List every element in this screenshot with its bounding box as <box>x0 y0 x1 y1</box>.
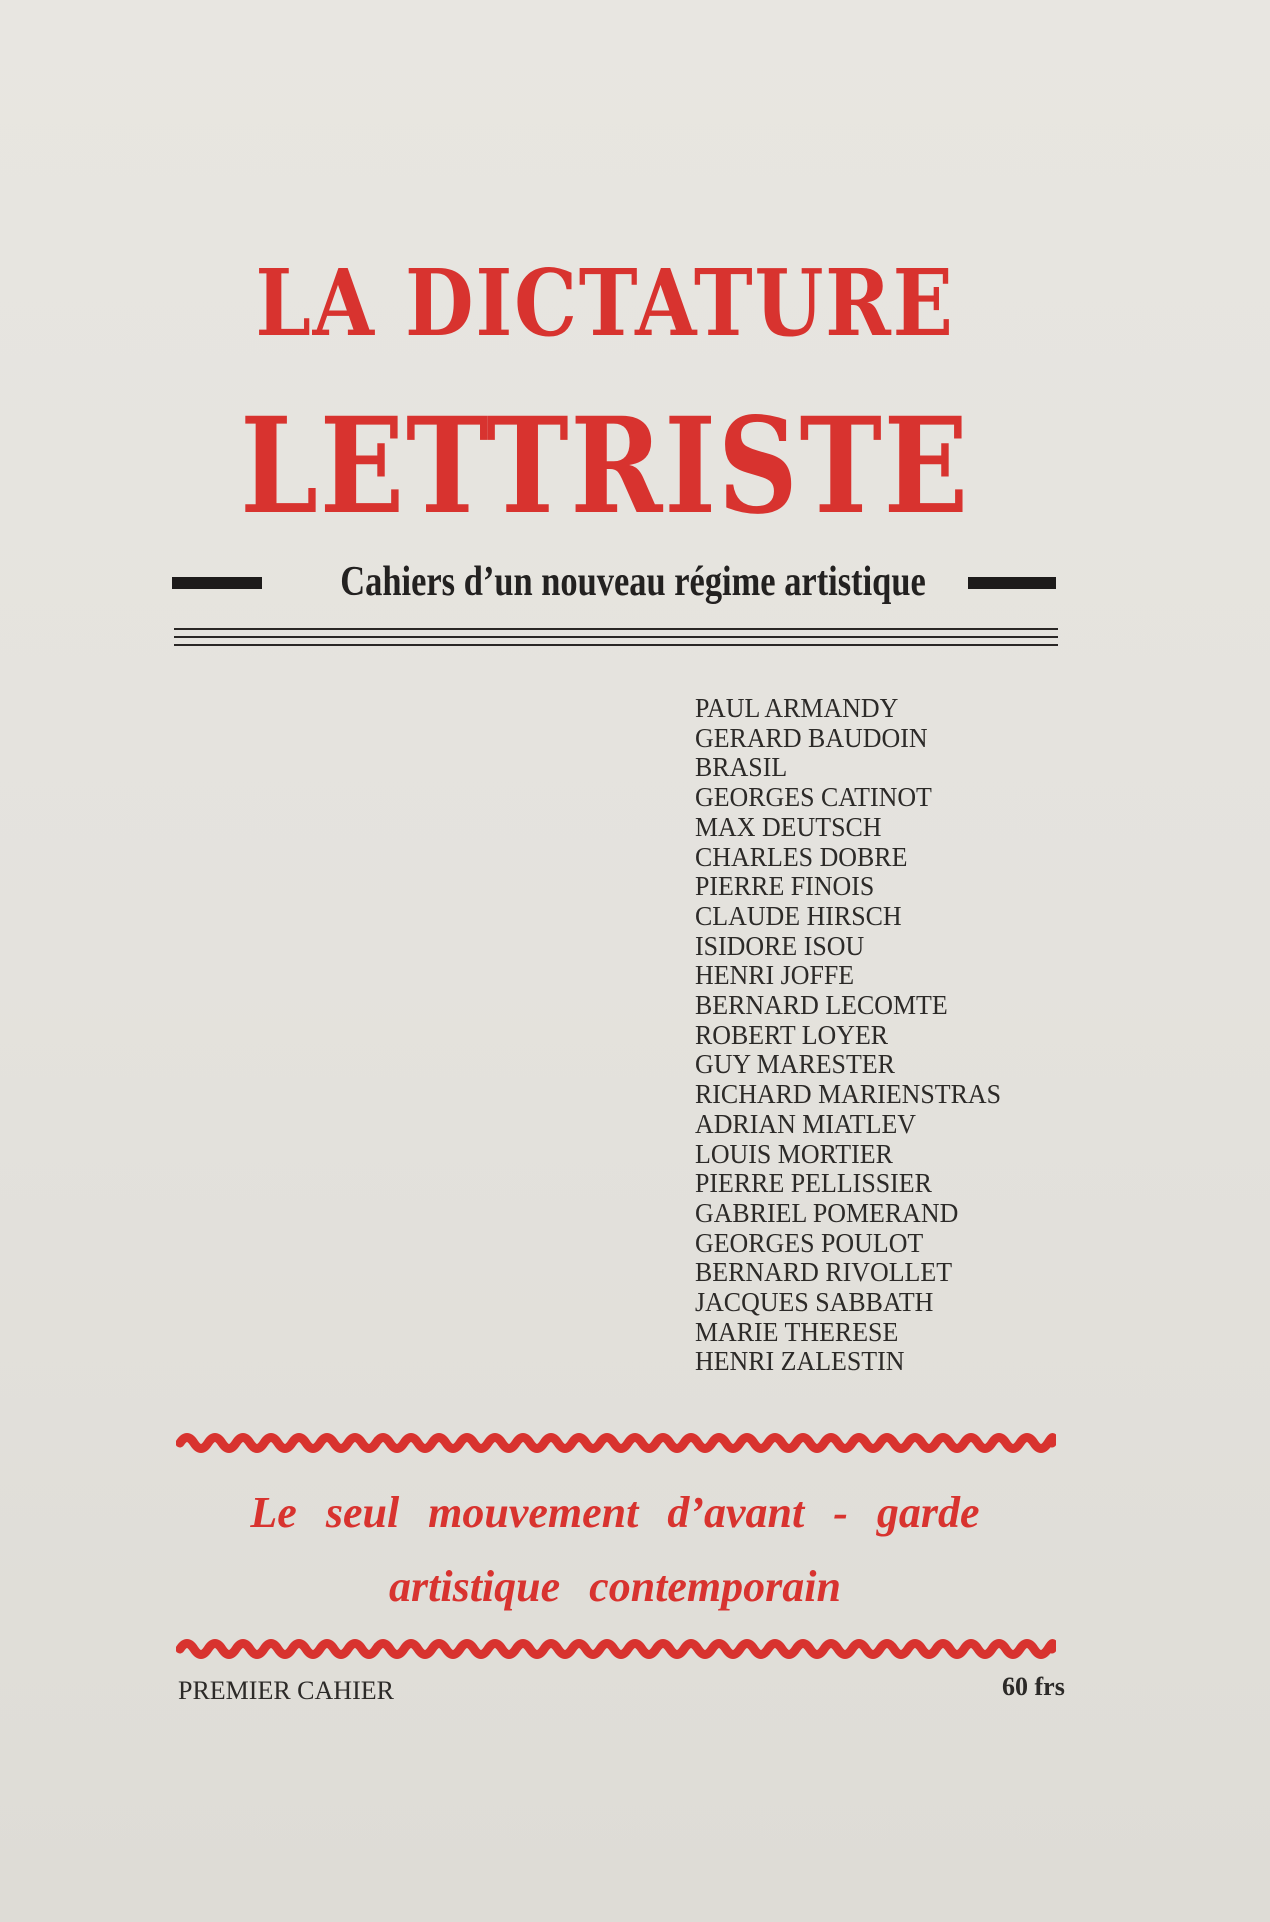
contributor-name: RICHARD MARIENSTRAS <box>695 1079 1002 1110</box>
contributor-name: HENRI JOFFE <box>695 960 855 991</box>
contributor-name: GERARD BAUDOIN <box>695 722 928 753</box>
subtitle-rule-right <box>968 577 1056 589</box>
wavy-ornament-bottom <box>176 1634 1056 1664</box>
contributor-name: ADRIAN MIATLEV <box>695 1108 917 1139</box>
contributor-name: CLAUDE HIRSCH <box>695 900 902 931</box>
contributor-name: GEORGES POULOT <box>695 1227 924 1258</box>
contributor-name: PAUL ARMANDY <box>695 693 899 723</box>
contributor-name: HENRI ZALESTIN <box>695 1346 905 1377</box>
subtitle-rule-left <box>172 577 262 589</box>
contributor-name: BERNARD RIVOLLET <box>695 1257 953 1288</box>
triple-rule-divider <box>174 626 1058 650</box>
subtitle: Cahiers d’un nouveau régime artistique <box>340 559 926 605</box>
title-line-1: LA DICTATURE <box>255 249 955 357</box>
contributor-name: CHARLES DOBRE <box>695 841 908 872</box>
contributor-name: LOUIS MORTIER <box>695 1138 893 1169</box>
contributor-name: GUY MARESTER <box>695 1049 895 1080</box>
slogan-line-1: Le seul mouvement d’avant - garde <box>250 1488 980 1537</box>
contributor-name: ROBERT LOYER <box>695 1019 889 1050</box>
contributor-name: MARIE THERESE <box>695 1316 899 1347</box>
contributor-name: MAX DEUTSCH <box>695 811 882 842</box>
wavy-ornament-top <box>176 1428 1056 1458</box>
contributor-name: JACQUES SABBATH <box>695 1287 934 1318</box>
contributor-name: BERNARD LECOMTE <box>695 990 948 1021</box>
subtitle-row <box>170 552 1060 612</box>
contributor-name: GEORGES CATINOT <box>695 782 932 813</box>
price-label: 60 frs <box>1002 1672 1065 1701</box>
contributor-name: PIERRE PELLISSIER <box>695 1168 932 1199</box>
title-line-2: LETTRISTE <box>240 389 970 544</box>
slogan-line-2: artistique contemporain <box>389 1562 841 1611</box>
contributor-name: GABRIEL POMERAND <box>695 1197 959 1228</box>
contributor-list <box>695 694 1055 1377</box>
contributor-name: ISIDORE ISOU <box>695 930 865 961</box>
issue-label: PREMIER CAHIER <box>178 1676 394 1705</box>
contributor-name: BRASIL <box>695 752 788 783</box>
contributor-name: PIERRE FINOIS <box>695 871 875 902</box>
